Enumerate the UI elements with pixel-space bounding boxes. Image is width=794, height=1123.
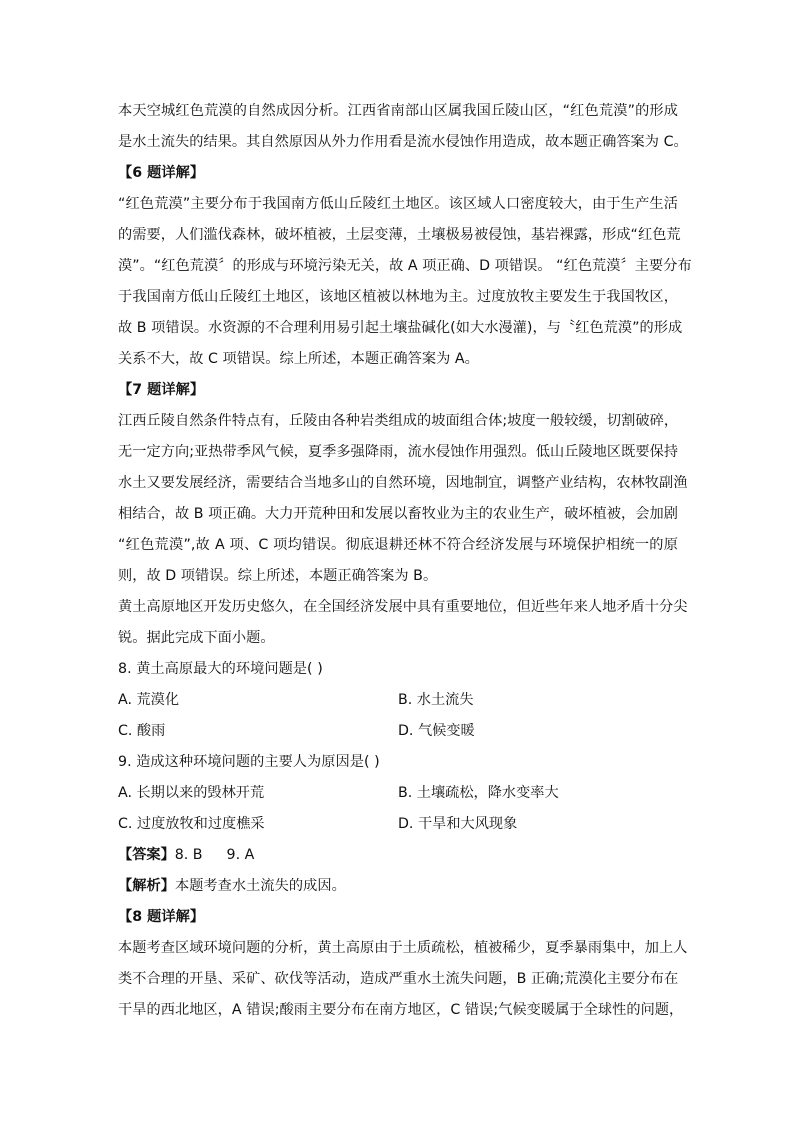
question-9-option-c: C. 过度放牧和过度樵采	[118, 816, 265, 832]
paragraph-line: 于我国南方低山丘陵红土地区，该地区植被以林地为主。过度放牧主要发生于我国牧区，	[118, 289, 678, 305]
question-9-options-row-1	[118, 778, 678, 809]
paragraph-line: 本题考查区域环境问题的分析，黄土高原由于土质疏松，植被稀少，夏季暴雨集中，加上人	[118, 940, 688, 956]
paragraph-line: 漠”。“红色荒漠〞的形成与环境污染无关，故 A 项正确、D 项错误。 “红色荒漠〞主要分布	[118, 258, 692, 274]
question-8-option-c: C. 酸雨	[118, 723, 166, 739]
section-heading-6: 【6 题详解】	[118, 165, 205, 181]
intro-line: 黄土高原地区开发历史悠久，在全国经济发展中具有重要地位，但近些年来人地矛盾十分尖	[118, 599, 688, 615]
question-9-option-a: A. 长期以来的毁林开荒	[118, 785, 265, 801]
paragraph-line: 水土又要发展经济，需要结合当地多山的自然环境，因地制宜，调整产业结构，农林牧副渔	[118, 475, 688, 491]
question-8-option-b: B. 水土流失	[398, 692, 474, 708]
paragraph-line: 无一定方向;亚热带季风气候，夏季多强降雨，流水侵蚀作用强烈。低山丘陵地区既要保持	[118, 444, 679, 460]
paragraph-line: 是水土流失的结果。其自然原因从外力作用看是流水侵蚀作用造成，故本题正确答案为 C。	[118, 134, 688, 150]
paragraph-line: 的需要，人们滥伐森林，破坏植被，土层变薄，土壤极易被侵蚀，基岩裸露，形成“红色荒	[118, 227, 681, 243]
paragraph-line: 类不合理的开垦、采矿、砍伐等活动，造成严重水土流失问题，B 正确;荒漠化主要分布在	[118, 971, 679, 987]
paragraph-line: “红色荒漠”主要分布于我国南方低山丘陵红土地区。该区域人口密度较大，由于生产生活	[118, 196, 678, 212]
question-8-options-row-1	[118, 685, 678, 716]
paragraph-line: 相结合，故 B 项正确。大力开荒种田和发展以畜牧业为主的农业生产，破坏植被，会加剧	[118, 506, 678, 522]
question-8-options-row-2	[118, 716, 678, 747]
paragraph-line: 关系不大，故 C 项错误。综上所述，本题正确答案为 A。	[118, 351, 479, 367]
analysis-text: 本题考查水土流失的成因。	[174, 878, 346, 894]
document-page	[118, 96, 692, 1026]
answer-8: 8. B	[174, 847, 203, 863]
question-9-option-d: D. 干旱和大风现象	[398, 816, 518, 832]
section-heading-8: 【8 题详解】	[118, 909, 205, 925]
paragraph-line: “红色荒漠”,故 A 项、C 项均错误。彻底退耕还林不符合经济发展与环境保护相统一的原	[118, 537, 678, 553]
question-9-option-b: B. 土壤疏松，降水变率大	[398, 785, 559, 801]
paragraph-line: 干旱的西北地区，A 错误;酸雨主要分布在南方地区，C 错误;气候变暖属于全球性的问题，	[118, 1002, 684, 1018]
question-9-options-row-2	[118, 809, 678, 840]
answer-line	[118, 840, 678, 871]
analysis-label: 【解析】	[118, 878, 175, 894]
question-8-option-d: D. 气候变暖	[398, 723, 475, 739]
question-8-stem: 8. 黄土高原最大的环境问题是( )	[118, 661, 323, 677]
answer-9: 9. A	[226, 847, 255, 863]
paragraph-line: 本天空城红色荒漠的自然成因分析。江西省南部山区属我国丘陵山区，“红色荒漠”的形成	[118, 103, 678, 119]
intro-line: 锐。据此完成下面小题。	[118, 630, 275, 646]
analysis-line	[118, 871, 678, 902]
question-9-stem: 9. 造成这种环境问题的主要人为原因是( )	[118, 754, 380, 770]
section-heading-7: 【7 题详解】	[118, 382, 205, 398]
paragraph-line: 则，故 D 项错误。综上所述，本题正确答案为 B。	[118, 568, 438, 584]
answer-label: 【答案】	[118, 847, 175, 863]
question-8-option-a: A. 荒漠化	[118, 692, 180, 708]
paragraph-line: 江西丘陵自然条件特点有，丘陵由各种岩类组成的坡面组合体;坡度一般较缓，切割破碎，	[118, 413, 679, 429]
paragraph-line: 故 B 项错误。水资源的不合理利用易引起土壤盐碱化(如大水漫灌)，与〝红色荒漠”的形成	[118, 320, 683, 336]
